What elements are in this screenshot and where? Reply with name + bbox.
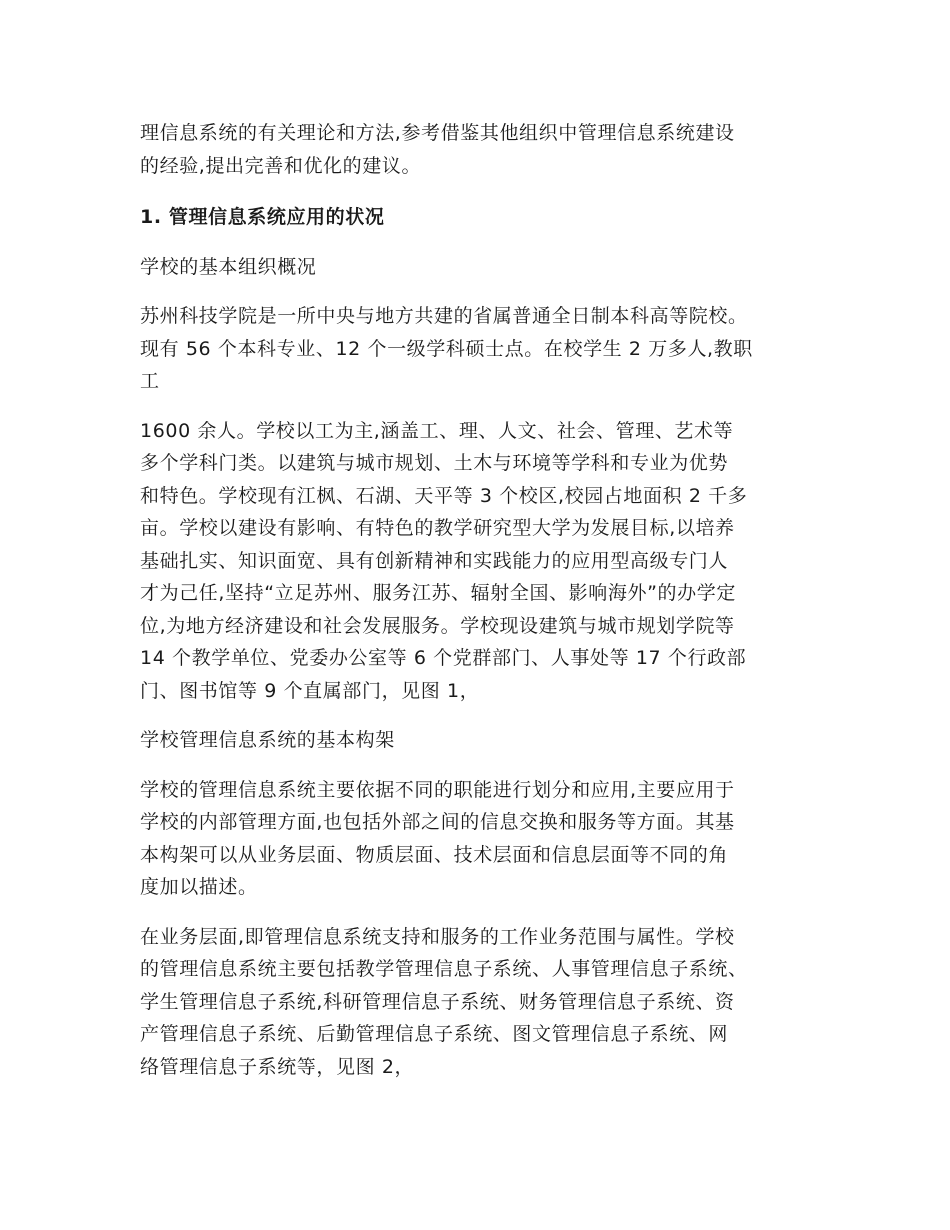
business-paragraph xyxy=(140,921,812,1084)
text-line: 14 个教学单位、党委办公室等 6 个党群部门、人事处等 17 个行政部 xyxy=(140,647,747,669)
text-line: 在业务层面,即管理信息系统支持和服务的工作业务范围与属性。学校 xyxy=(140,925,735,948)
text-line: 学校的管理信息系统主要依据不同的职能进行划分和应用,主要应用于 xyxy=(140,778,735,801)
text-line: 苏州科技学院是一所中央与地方共建的省属普通全日制本科高等院校。 xyxy=(140,305,748,327)
text-line: 工 xyxy=(140,370,160,392)
text-line: 的管理信息系统主要包括教学管理信息子系统、人事管理信息子系统、 xyxy=(140,958,748,980)
text-line: 门、图书馆等 9 个直属部门，见图 1， xyxy=(140,679,480,702)
text-line: 的经验,提出完善和优化的建议。 xyxy=(140,154,422,177)
text-line: 学生管理信息子系统,科研管理信息子系统、财务管理信息子系统、资 xyxy=(140,990,735,1013)
text-line: 理信息系统的有关理论和方法,参考借鉴其他组织中管理信息系统建设 xyxy=(140,122,735,144)
text-line: 学校的内部管理方面,也包括外部之间的信息交换和服务等方面。其基 xyxy=(140,811,735,833)
text-line: 度加以描述。 xyxy=(140,876,258,898)
subheading-organization: 学校的基本组织概况 xyxy=(140,255,317,278)
overview-paragraph xyxy=(140,300,812,398)
text-line: 产管理信息子系统、后勤管理信息子系统、图文管理信息子系统、网 xyxy=(140,1023,729,1045)
text-line: 亩。学校以建设有影响、有特色的教学研究型大学为发展目标,以培养 xyxy=(140,517,735,539)
subheading-framework: 学校管理信息系统的基本构架 xyxy=(140,729,395,751)
text-line: 才为己任,坚持“立足苏州、服务江苏、辐射全国、影响海外”的办学定 xyxy=(140,582,736,604)
intro-paragraph xyxy=(140,117,812,182)
text-line: 和特色。学校现有江枫、石湖、天平等 3 个校区,校园占地面积 2 千多 xyxy=(140,484,748,507)
text-line: 位,为地方经济建设和社会发展服务。学校现设建筑与城市规划学院等 xyxy=(140,614,735,637)
text-line: 现有 56 个本科专业、12 个一级学科硕士点。在校学生 2 万多人,教职 xyxy=(140,337,753,360)
overview-paragraph-continued xyxy=(140,415,812,708)
document-page xyxy=(140,117,812,1083)
text-line: 1600 余人。学校以工为主,涵盖工、理、人文、社会、管理、艺术等 xyxy=(140,419,734,442)
framework-paragraph xyxy=(140,774,812,904)
text-line: 本构架可以从业务层面、物质层面、技术层面和信息层面等不同的角 xyxy=(140,843,729,866)
section-heading: 1. 管理信息系统应用的状况 xyxy=(140,206,385,228)
text-line: 络管理信息子系统等，见图 2， xyxy=(140,1055,415,1078)
text-line: 多个学科门类。以建筑与城市规划、土木与环境等学科和专业为优势 xyxy=(140,452,729,474)
text-line: 基础扎实、知识面宽、具有创新精神和实践能力的应用型高级专门人 xyxy=(140,549,729,572)
